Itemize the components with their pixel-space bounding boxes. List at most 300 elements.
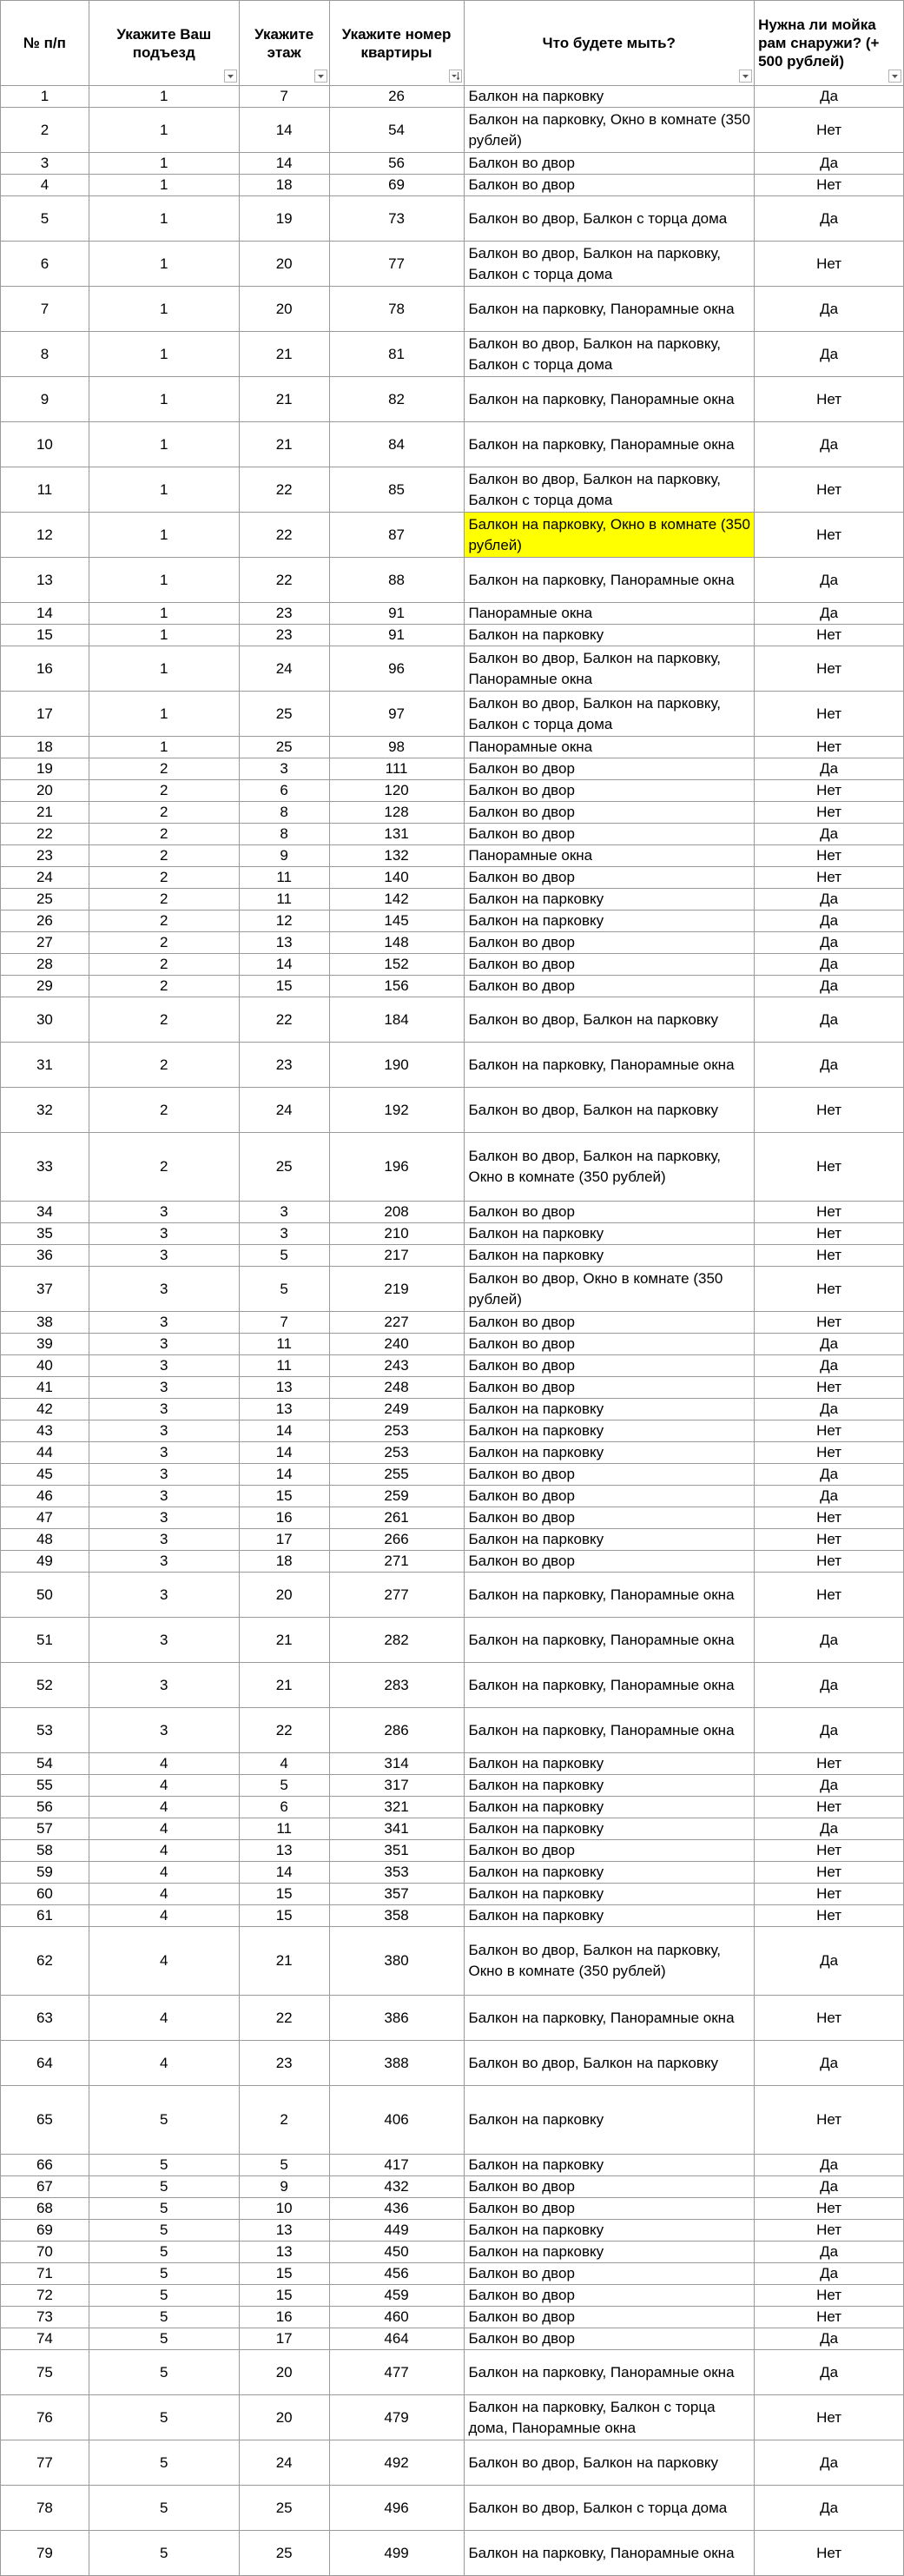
frame-wash-cell[interactable]: Да <box>755 332 904 377</box>
apartment-cell[interactable]: 253 <box>329 1442 464 1464</box>
apartment-cell[interactable]: 87 <box>329 513 464 558</box>
apartment-cell[interactable]: 261 <box>329 1507 464 1529</box>
frame-wash-cell[interactable]: Нет <box>755 1245 904 1267</box>
frame-wash-cell[interactable]: Да <box>755 558 904 603</box>
frame-wash-cell[interactable]: Нет <box>755 1420 904 1442</box>
apartment-cell[interactable]: 132 <box>329 845 464 867</box>
floor-cell[interactable]: 13 <box>239 2242 329 2263</box>
wash-option-cell[interactable]: Балкон во двор <box>464 1507 755 1529</box>
floor-cell[interactable]: 3 <box>239 1223 329 1245</box>
row-number-cell[interactable]: 27 <box>1 932 89 954</box>
entrance-cell[interactable]: 3 <box>89 1312 239 1334</box>
entrance-cell[interactable]: 4 <box>89 2041 239 2086</box>
apartment-cell[interactable]: 249 <box>329 1399 464 1420</box>
apartment-cell[interactable]: 277 <box>329 1573 464 1618</box>
wash-option-cell[interactable]: Балкон на парковку <box>464 911 755 932</box>
row-number-cell[interactable]: 53 <box>1 1708 89 1753</box>
row-number-cell[interactable]: 3 <box>1 153 89 175</box>
wash-option-cell[interactable]: Балкон на парковку <box>464 1223 755 1245</box>
row-number-cell[interactable]: 26 <box>1 911 89 932</box>
apartment-cell[interactable]: 152 <box>329 954 464 976</box>
frame-wash-cell[interactable]: Нет <box>755 1267 904 1312</box>
frame-wash-cell[interactable]: Да <box>755 1043 904 1088</box>
wash-option-cell[interactable]: Балкон на парковку, Панорамные окна <box>464 2350 755 2395</box>
entrance-cell[interactable]: 1 <box>89 175 239 196</box>
entrance-cell[interactable]: 2 <box>89 997 239 1043</box>
entrance-cell[interactable]: 3 <box>89 1202 239 1223</box>
apartment-cell[interactable]: 217 <box>329 1245 464 1267</box>
row-number-cell[interactable]: 8 <box>1 332 89 377</box>
floor-cell[interactable]: 4 <box>239 1753 329 1775</box>
row-number-cell[interactable]: 39 <box>1 1334 89 1355</box>
wash-option-cell[interactable]: Балкон на парковку <box>464 1905 755 1927</box>
filter-sort-button[interactable] <box>449 70 462 83</box>
wash-option-cell[interactable]: Балкон во двор, Балкон на парковку <box>464 1088 755 1133</box>
row-number-cell[interactable]: 72 <box>1 2285 89 2307</box>
entrance-cell[interactable]: 5 <box>89 2328 239 2350</box>
row-number-cell[interactable]: 51 <box>1 1618 89 1663</box>
wash-option-cell[interactable]: Балкон на парковку <box>464 1420 755 1442</box>
frame-wash-cell[interactable]: Нет <box>755 108 904 153</box>
wash-option-cell[interactable]: Балкон во двор <box>464 2307 755 2328</box>
entrance-cell[interactable]: 5 <box>89 2198 239 2220</box>
floor-cell[interactable]: 15 <box>239 976 329 997</box>
floor-cell[interactable]: 25 <box>239 737 329 758</box>
row-number-cell[interactable]: 58 <box>1 1840 89 1862</box>
apartment-cell[interactable]: 91 <box>329 625 464 646</box>
apartment-cell[interactable]: 98 <box>329 737 464 758</box>
floor-cell[interactable]: 5 <box>239 1775 329 1797</box>
entrance-cell[interactable]: 1 <box>89 86 239 108</box>
frame-wash-cell[interactable]: Нет <box>755 2395 904 2440</box>
wash-option-cell[interactable]: Балкон во двор <box>464 1464 755 1486</box>
wash-option-cell[interactable]: Балкон во двор, Балкон на парковку, Окно в комнате (350 рублей) <box>464 1927 755 1996</box>
wash-option-cell[interactable]: Балкон во двор <box>464 824 755 845</box>
row-number-cell[interactable]: 19 <box>1 758 89 780</box>
frame-wash-cell[interactable]: Нет <box>755 1507 904 1529</box>
floor-cell[interactable]: 12 <box>239 911 329 932</box>
entrance-cell[interactable]: 4 <box>89 1996 239 2041</box>
frame-wash-cell[interactable]: Да <box>755 1663 904 1708</box>
entrance-cell[interactable]: 2 <box>89 758 239 780</box>
row-number-cell[interactable]: 45 <box>1 1464 89 1486</box>
wash-option-cell[interactable]: Балкон во двор <box>464 1202 755 1223</box>
floor-cell[interactable]: 15 <box>239 1884 329 1905</box>
row-number-cell[interactable]: 21 <box>1 802 89 824</box>
apartment-cell[interactable]: 84 <box>329 422 464 467</box>
floor-cell[interactable]: 21 <box>239 422 329 467</box>
floor-cell[interactable]: 9 <box>239 845 329 867</box>
apartment-cell[interactable]: 56 <box>329 153 464 175</box>
entrance-cell[interactable]: 5 <box>89 2531 239 2576</box>
frame-wash-cell[interactable]: Да <box>755 1618 904 1663</box>
entrance-cell[interactable]: 5 <box>89 2086 239 2155</box>
floor-cell[interactable]: 13 <box>239 1840 329 1862</box>
entrance-cell[interactable]: 3 <box>89 1420 239 1442</box>
frame-wash-cell[interactable]: Да <box>755 997 904 1043</box>
frame-wash-cell[interactable]: Да <box>755 1399 904 1420</box>
frame-wash-cell[interactable]: Да <box>755 976 904 997</box>
wash-option-cell[interactable]: Балкон на парковку, Панорамные окна <box>464 377 755 422</box>
apartment-cell[interactable]: 357 <box>329 1884 464 1905</box>
floor-cell[interactable]: 14 <box>239 954 329 976</box>
frame-wash-cell[interactable]: Нет <box>755 467 904 513</box>
entrance-cell[interactable]: 1 <box>89 377 239 422</box>
floor-cell[interactable]: 21 <box>239 377 329 422</box>
entrance-cell[interactable]: 2 <box>89 954 239 976</box>
frame-wash-cell[interactable]: Да <box>755 153 904 175</box>
entrance-cell[interactable]: 2 <box>89 1088 239 1133</box>
floor-cell[interactable]: 25 <box>239 2531 329 2576</box>
floor-cell[interactable]: 11 <box>239 889 329 911</box>
wash-option-cell[interactable]: Балкон во двор <box>464 2198 755 2220</box>
entrance-cell[interactable]: 2 <box>89 1043 239 1088</box>
apartment-cell[interactable]: 54 <box>329 108 464 153</box>
row-number-cell[interactable]: 15 <box>1 625 89 646</box>
apartment-cell[interactable]: 417 <box>329 2155 464 2176</box>
row-number-cell[interactable]: 44 <box>1 1442 89 1464</box>
floor-cell[interactable]: 11 <box>239 867 329 889</box>
frame-wash-cell[interactable]: Нет <box>755 1223 904 1245</box>
floor-cell[interactable]: 11 <box>239 1818 329 1840</box>
entrance-cell[interactable]: 2 <box>89 780 239 802</box>
frame-wash-cell[interactable]: Нет <box>755 2307 904 2328</box>
entrance-cell[interactable]: 5 <box>89 2486 239 2531</box>
frame-wash-cell[interactable]: Нет <box>755 1996 904 2041</box>
entrance-cell[interactable]: 2 <box>89 802 239 824</box>
floor-cell[interactable]: 17 <box>239 1529 329 1551</box>
frame-wash-cell[interactable]: Нет <box>755 1088 904 1133</box>
entrance-cell[interactable]: 1 <box>89 422 239 467</box>
entrance-cell[interactable]: 5 <box>89 2242 239 2263</box>
row-number-cell[interactable]: 74 <box>1 2328 89 2350</box>
frame-wash-cell[interactable]: Нет <box>755 845 904 867</box>
floor-cell[interactable]: 11 <box>239 1334 329 1355</box>
row-number-cell[interactable]: 62 <box>1 1927 89 1996</box>
wash-option-cell[interactable]: Балкон во двор <box>464 2176 755 2198</box>
entrance-cell[interactable]: 1 <box>89 603 239 625</box>
floor-cell[interactable]: 20 <box>239 287 329 332</box>
frame-wash-cell[interactable]: Нет <box>755 2086 904 2155</box>
floor-cell[interactable]: 24 <box>239 1088 329 1133</box>
entrance-cell[interactable]: 5 <box>89 2395 239 2440</box>
frame-wash-cell[interactable]: Нет <box>755 1442 904 1464</box>
floor-cell[interactable]: 5 <box>239 1245 329 1267</box>
row-number-cell[interactable]: 35 <box>1 1223 89 1245</box>
row-number-cell[interactable]: 2 <box>1 108 89 153</box>
row-number-cell[interactable]: 38 <box>1 1312 89 1334</box>
floor-cell[interactable]: 22 <box>239 997 329 1043</box>
frame-wash-cell[interactable]: Да <box>755 2041 904 2086</box>
wash-option-cell[interactable]: Балкон во двор <box>464 153 755 175</box>
frame-wash-cell[interactable]: Да <box>755 2155 904 2176</box>
entrance-cell[interactable]: 2 <box>89 867 239 889</box>
wash-option-cell[interactable]: Балкон на парковку <box>464 1884 755 1905</box>
wash-option-cell[interactable]: Балкон на парковку, Панорамные окна <box>464 1996 755 2041</box>
frame-wash-cell[interactable]: Да <box>755 2263 904 2285</box>
wash-option-cell[interactable]: Балкон на парковку, Панорамные окна <box>464 1618 755 1663</box>
wash-option-cell[interactable]: Балкон на парковку <box>464 1753 755 1775</box>
wash-option-cell[interactable]: Балкон во двор <box>464 1486 755 1507</box>
apartment-cell[interactable]: 208 <box>329 1202 464 1223</box>
frame-wash-cell[interactable]: Нет <box>755 625 904 646</box>
apartment-cell[interactable]: 219 <box>329 1267 464 1312</box>
floor-cell[interactable]: 10 <box>239 2198 329 2220</box>
entrance-cell[interactable]: 1 <box>89 153 239 175</box>
row-number-cell[interactable]: 61 <box>1 1905 89 1927</box>
apartment-cell[interactable]: 190 <box>329 1043 464 1088</box>
row-number-cell[interactable]: 60 <box>1 1884 89 1905</box>
wash-option-cell[interactable]: Балкон на парковку <box>464 86 755 108</box>
row-number-cell[interactable]: 68 <box>1 2198 89 2220</box>
frame-wash-cell[interactable]: Нет <box>755 2198 904 2220</box>
apartment-cell[interactable]: 351 <box>329 1840 464 1862</box>
wash-option-cell[interactable]: Балкон во двор <box>464 2263 755 2285</box>
frame-wash-cell[interactable]: Да <box>755 758 904 780</box>
floor-cell[interactable]: 25 <box>239 1133 329 1202</box>
frame-wash-cell[interactable]: Да <box>755 1818 904 1840</box>
wash-option-cell[interactable]: Балкон во двор <box>464 175 755 196</box>
wash-option-cell[interactable]: Балкон на парковку <box>464 2242 755 2263</box>
row-number-cell[interactable]: 55 <box>1 1775 89 1797</box>
frame-wash-cell[interactable]: Да <box>755 1334 904 1355</box>
entrance-cell[interactable]: 3 <box>89 1245 239 1267</box>
entrance-cell[interactable]: 3 <box>89 1334 239 1355</box>
row-number-cell[interactable]: 52 <box>1 1663 89 1708</box>
floor-cell[interactable]: 24 <box>239 646 329 692</box>
floor-cell[interactable]: 21 <box>239 332 329 377</box>
floor-cell[interactable]: 16 <box>239 1507 329 1529</box>
apartment-cell[interactable]: 85 <box>329 467 464 513</box>
entrance-cell[interactable]: 2 <box>89 845 239 867</box>
frame-wash-cell[interactable]: Нет <box>755 2285 904 2307</box>
row-number-cell[interactable]: 63 <box>1 1996 89 2041</box>
apartment-cell[interactable]: 456 <box>329 2263 464 2285</box>
frame-wash-cell[interactable]: Нет <box>755 646 904 692</box>
entrance-cell[interactable]: 2 <box>89 911 239 932</box>
apartment-cell[interactable]: 26 <box>329 86 464 108</box>
apartment-cell[interactable]: 91 <box>329 603 464 625</box>
floor-cell[interactable]: 13 <box>239 1377 329 1399</box>
frame-wash-cell[interactable]: Нет <box>755 175 904 196</box>
wash-option-cell[interactable]: Балкон на парковку, Окно в комнате (350 рублей) <box>464 513 755 558</box>
frame-wash-cell[interactable]: Нет <box>755 802 904 824</box>
floor-cell[interactable]: 20 <box>239 2395 329 2440</box>
entrance-cell[interactable]: 1 <box>89 196 239 242</box>
entrance-cell[interactable]: 5 <box>89 2440 239 2486</box>
frame-wash-cell[interactable]: Нет <box>755 1133 904 1202</box>
entrance-cell[interactable]: 5 <box>89 2263 239 2285</box>
floor-cell[interactable]: 19 <box>239 196 329 242</box>
floor-cell[interactable]: 20 <box>239 242 329 287</box>
row-number-cell[interactable]: 76 <box>1 2395 89 2440</box>
floor-cell[interactable]: 21 <box>239 1618 329 1663</box>
frame-wash-cell[interactable]: Да <box>755 1927 904 1996</box>
floor-cell[interactable]: 23 <box>239 625 329 646</box>
frame-wash-cell[interactable]: Да <box>755 2486 904 2531</box>
wash-option-cell[interactable]: Балкон во двор, Окно в комнате (350 рублей) <box>464 1267 755 1312</box>
apartment-cell[interactable]: 240 <box>329 1334 464 1355</box>
apartment-cell[interactable]: 353 <box>329 1862 464 1884</box>
row-number-cell[interactable]: 48 <box>1 1529 89 1551</box>
frame-wash-cell[interactable]: Нет <box>755 242 904 287</box>
apartment-cell[interactable]: 282 <box>329 1618 464 1663</box>
row-number-cell[interactable]: 31 <box>1 1043 89 1088</box>
row-number-cell[interactable]: 47 <box>1 1507 89 1529</box>
row-number-cell[interactable]: 36 <box>1 1245 89 1267</box>
row-number-cell[interactable]: 66 <box>1 2155 89 2176</box>
wash-option-cell[interactable]: Балкон на парковку <box>464 889 755 911</box>
entrance-cell[interactable]: 4 <box>89 1840 239 1862</box>
apartment-cell[interactable]: 496 <box>329 2486 464 2531</box>
floor-cell[interactable]: 25 <box>239 692 329 737</box>
row-number-cell[interactable]: 41 <box>1 1377 89 1399</box>
wash-option-cell[interactable]: Балкон во двор <box>464 2285 755 2307</box>
apartment-cell[interactable]: 69 <box>329 175 464 196</box>
apartment-cell[interactable]: 210 <box>329 1223 464 1245</box>
wash-option-cell[interactable]: Панорамные окна <box>464 845 755 867</box>
entrance-cell[interactable]: 3 <box>89 1573 239 1618</box>
apartment-cell[interactable]: 243 <box>329 1355 464 1377</box>
apartment-cell[interactable]: 477 <box>329 2350 464 2395</box>
wash-option-cell[interactable]: Балкон во двор <box>464 976 755 997</box>
frame-wash-cell[interactable]: Да <box>755 2176 904 2198</box>
apartment-cell[interactable]: 317 <box>329 1775 464 1797</box>
row-number-cell[interactable]: 10 <box>1 422 89 467</box>
apartment-cell[interactable]: 314 <box>329 1753 464 1775</box>
apartment-cell[interactable]: 321 <box>329 1797 464 1818</box>
frame-wash-cell[interactable]: Да <box>755 1708 904 1753</box>
entrance-cell[interactable]: 3 <box>89 1507 239 1529</box>
row-number-cell[interactable]: 20 <box>1 780 89 802</box>
apartment-cell[interactable]: 88 <box>329 558 464 603</box>
entrance-cell[interactable]: 5 <box>89 2155 239 2176</box>
frame-wash-cell[interactable]: Нет <box>755 1797 904 1818</box>
floor-cell[interactable]: 7 <box>239 1312 329 1334</box>
entrance-cell[interactable]: 3 <box>89 1708 239 1753</box>
wash-option-cell[interactable]: Балкон во двор <box>464 2328 755 2350</box>
floor-cell[interactable]: 15 <box>239 1486 329 1507</box>
floor-cell[interactable]: 14 <box>239 1442 329 1464</box>
wash-option-cell[interactable]: Балкон на парковку <box>464 1862 755 1884</box>
frame-wash-cell[interactable]: Да <box>755 2440 904 2486</box>
apartment-cell[interactable]: 492 <box>329 2440 464 2486</box>
apartment-cell[interactable]: 82 <box>329 377 464 422</box>
apartment-cell[interactable]: 78 <box>329 287 464 332</box>
apartment-cell[interactable]: 266 <box>329 1529 464 1551</box>
floor-cell[interactable]: 6 <box>239 780 329 802</box>
row-number-cell[interactable]: 9 <box>1 377 89 422</box>
wash-option-cell[interactable]: Балкон во двор, Балкон на парковку <box>464 2041 755 2086</box>
filter-dropdown-button[interactable] <box>888 70 901 83</box>
row-number-cell[interactable]: 32 <box>1 1088 89 1133</box>
entrance-cell[interactable]: 5 <box>89 2307 239 2328</box>
floor-cell[interactable]: 22 <box>239 467 329 513</box>
entrance-cell[interactable]: 3 <box>89 1529 239 1551</box>
wash-option-cell[interactable]: Балкон на парковку <box>464 1245 755 1267</box>
wash-option-cell[interactable]: Балкон во двор <box>464 1377 755 1399</box>
frame-wash-cell[interactable]: Нет <box>755 692 904 737</box>
wash-option-cell[interactable]: Балкон во двор <box>464 1551 755 1573</box>
row-number-cell[interactable]: 49 <box>1 1551 89 1573</box>
entrance-cell[interactable]: 1 <box>89 287 239 332</box>
row-number-cell[interactable]: 78 <box>1 2486 89 2531</box>
row-number-cell[interactable]: 34 <box>1 1202 89 1223</box>
frame-wash-cell[interactable]: Нет <box>755 1312 904 1334</box>
frame-wash-cell[interactable]: Да <box>755 86 904 108</box>
entrance-cell[interactable]: 4 <box>89 1775 239 1797</box>
floor-cell[interactable]: 5 <box>239 1267 329 1312</box>
apartment-cell[interactable]: 128 <box>329 802 464 824</box>
floor-cell[interactable]: 2 <box>239 2086 329 2155</box>
frame-wash-cell[interactable]: Да <box>755 2350 904 2395</box>
row-number-cell[interactable]: 56 <box>1 1797 89 1818</box>
floor-cell[interactable]: 14 <box>239 1464 329 1486</box>
frame-wash-cell[interactable]: Нет <box>755 2531 904 2576</box>
apartment-cell[interactable]: 192 <box>329 1088 464 1133</box>
row-number-cell[interactable]: 70 <box>1 2242 89 2263</box>
floor-cell[interactable]: 15 <box>239 2285 329 2307</box>
entrance-cell[interactable]: 1 <box>89 558 239 603</box>
frame-wash-cell[interactable]: Нет <box>755 513 904 558</box>
frame-wash-cell[interactable]: Да <box>755 422 904 467</box>
wash-option-cell[interactable]: Балкон на парковку, Панорамные окна <box>464 287 755 332</box>
floor-cell[interactable]: 24 <box>239 2440 329 2486</box>
wash-option-cell[interactable]: Балкон во двор <box>464 932 755 954</box>
floor-cell[interactable]: 15 <box>239 1905 329 1927</box>
floor-cell[interactable]: 14 <box>239 1862 329 1884</box>
apartment-cell[interactable]: 283 <box>329 1663 464 1708</box>
apartment-cell[interactable]: 196 <box>329 1133 464 1202</box>
floor-cell[interactable]: 8 <box>239 824 329 845</box>
row-number-cell[interactable]: 28 <box>1 954 89 976</box>
frame-wash-cell[interactable]: Да <box>755 932 904 954</box>
floor-cell[interactable]: 20 <box>239 1573 329 1618</box>
row-number-cell[interactable]: 1 <box>1 86 89 108</box>
apartment-cell[interactable]: 449 <box>329 2220 464 2242</box>
frame-wash-cell[interactable]: Да <box>755 911 904 932</box>
apartment-cell[interactable]: 131 <box>329 824 464 845</box>
row-number-cell[interactable]: 33 <box>1 1133 89 1202</box>
wash-option-cell[interactable]: Балкон во двор <box>464 1334 755 1355</box>
entrance-cell[interactable]: 3 <box>89 1486 239 1507</box>
entrance-cell[interactable]: 5 <box>89 2350 239 2395</box>
filter-dropdown-button[interactable] <box>224 70 237 83</box>
floor-cell[interactable]: 23 <box>239 603 329 625</box>
floor-cell[interactable]: 20 <box>239 2350 329 2395</box>
entrance-cell[interactable]: 1 <box>89 646 239 692</box>
apartment-cell[interactable]: 259 <box>329 1486 464 1507</box>
frame-wash-cell[interactable]: Да <box>755 2242 904 2263</box>
wash-option-cell[interactable]: Балкон на парковку <box>464 625 755 646</box>
wash-option-cell[interactable]: Балкон во двор, Балкон с торца дома <box>464 2486 755 2531</box>
apartment-cell[interactable]: 97 <box>329 692 464 737</box>
apartment-cell[interactable]: 111 <box>329 758 464 780</box>
apartment-cell[interactable]: 464 <box>329 2328 464 2350</box>
wash-option-cell[interactable]: Панорамные окна <box>464 603 755 625</box>
frame-wash-cell[interactable]: Да <box>755 1486 904 1507</box>
row-number-cell[interactable]: 24 <box>1 867 89 889</box>
wash-option-cell[interactable]: Балкон на парковку, Панорамные окна <box>464 558 755 603</box>
apartment-cell[interactable]: 341 <box>329 1818 464 1840</box>
entrance-cell[interactable]: 4 <box>89 1862 239 1884</box>
frame-wash-cell[interactable]: Нет <box>755 2220 904 2242</box>
entrance-cell[interactable]: 3 <box>89 1663 239 1708</box>
row-number-cell[interactable]: 69 <box>1 2220 89 2242</box>
apartment-cell[interactable]: 248 <box>329 1377 464 1399</box>
entrance-cell[interactable]: 4 <box>89 1905 239 1927</box>
wash-option-cell[interactable]: Балкон на парковку, Панорамные окна <box>464 2531 755 2576</box>
